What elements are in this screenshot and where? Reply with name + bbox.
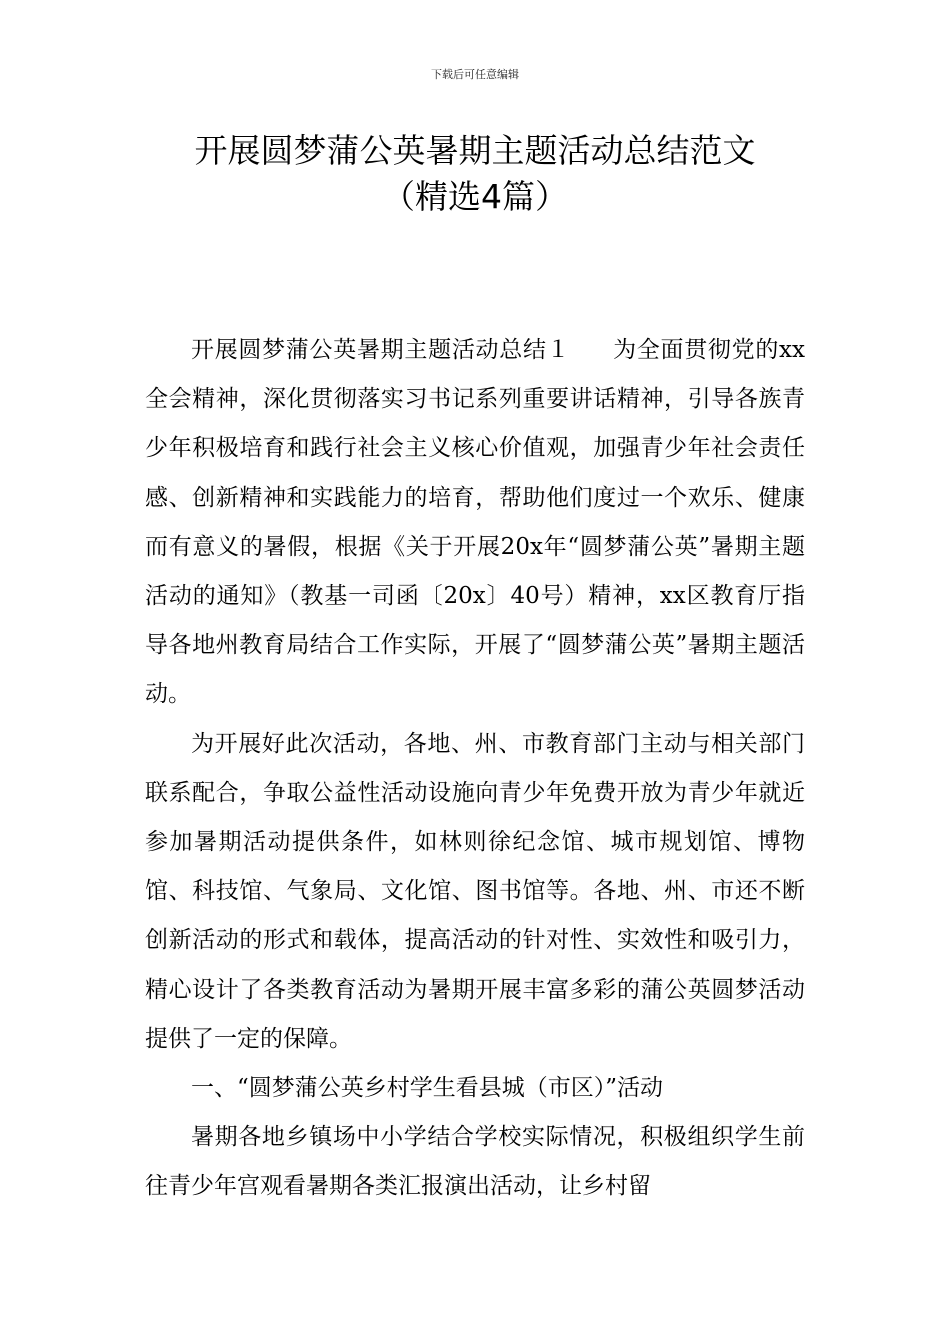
paragraph-3: 一、“圆梦蒲公英乡村学生看县城（市区）”活动: [191, 1075, 664, 1102]
paragraph-4: 暑期各地乡镇场中小学结合学校实际情况，积极组织学生前往青少年宫观看暑期各类汇报演出活动，让乡村留: [145, 1124, 805, 1200]
paragraph-2: 为开展好此次活动，各地、州、市教育部门主动与相关部门联系配合，争取公益性活动设施向青少年免费开放为青少年就近参加暑期活动提供条件，如林则徐纪念馆、城市规划馆、博物馆、科技馆、气象局、文化馆、图书馆等。各地、州、市还不断创新活动的形式和载体，提高活动的针对性、实效性和吸引力，精心设计了各类教育活动为暑期开展丰富多彩的蒲公英圆梦活动提供了一定的保障。: [145, 730, 805, 1052]
paragraph-1-text: 为全面贯彻党的xx全会精神，深化贯彻落实习书记系列重要讲话精神，引导各族青少年积极培育和践行社会主义核心价值观，加强青少年社会责任感、创新精神和实践能力的培育，帮助他们度过一个欢乐、健康而有意义的暑假，根据《关于开展20x年“圆梦蒲公英”暑期主题活动的通知》（教基一司函〔20x〕40号）精神，xx区教育厅指导各地州教育局结合工作实际，开展了“圆梦蒲公英”暑期主题活动。: [145, 337, 805, 708]
document-title: [0, 128, 950, 220]
section-heading-1: 开展圆梦蒲公英暑期主题活动总结１: [191, 337, 571, 363]
header-note: 下载后可任意编辑: [431, 68, 519, 81]
title-line-2: （精选4篇）: [382, 177, 568, 216]
title-line-1: 开展圆梦蒲公英暑期主题活动总结范文: [194, 131, 756, 170]
paragraph-1: [145, 326, 805, 720]
document-body: [145, 326, 805, 1212]
